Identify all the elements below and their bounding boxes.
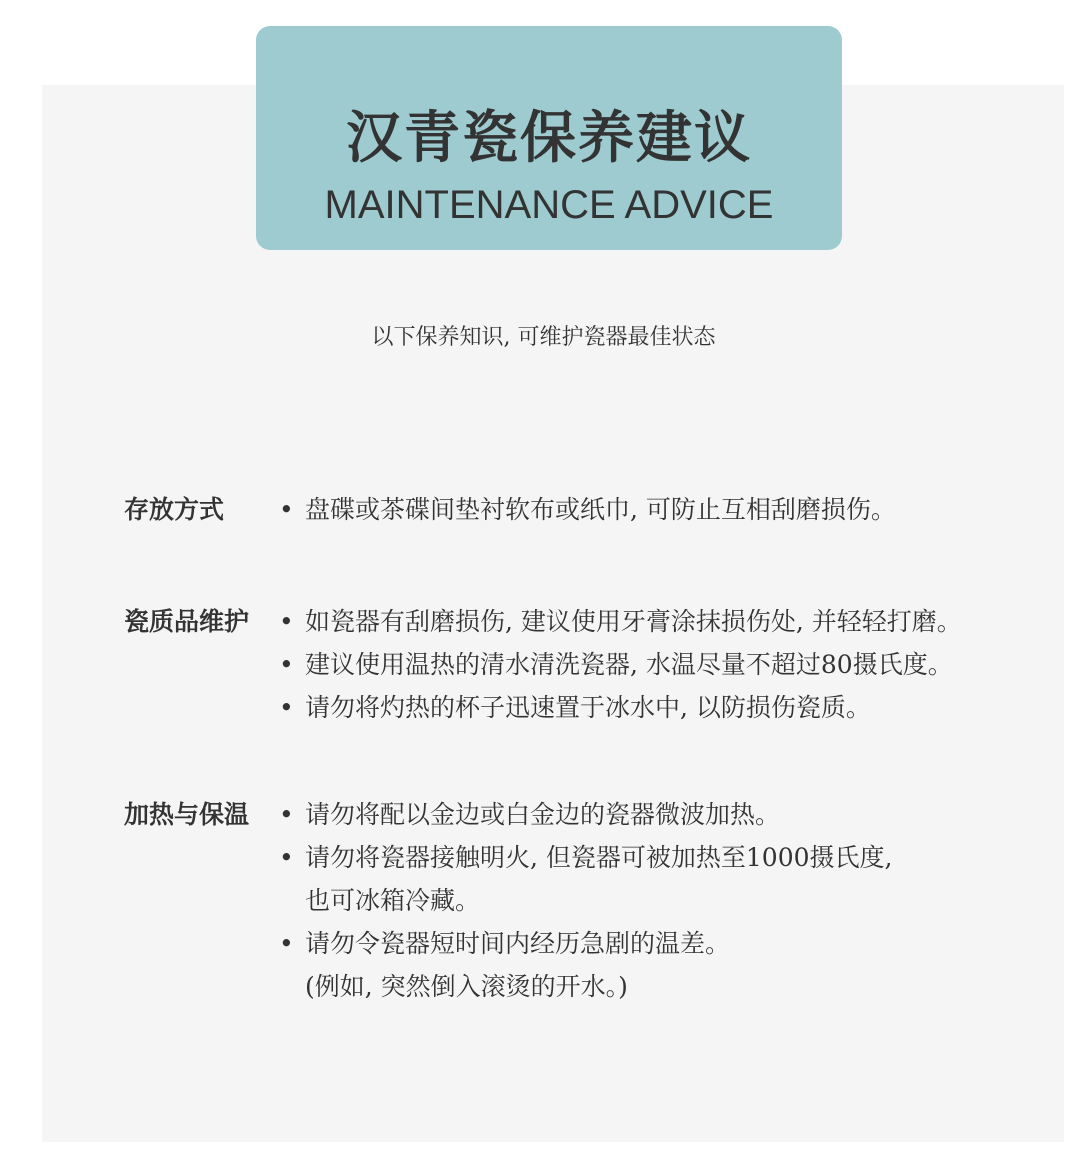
item-text: 请勿将灼热的杯子迅速置于冰水中, 以防损伤瓷质。 — [305, 693, 871, 722]
list-item — [279, 793, 1039, 836]
header-banner — [256, 26, 842, 250]
intro-text: 以下保养知识, 可维护瓷器最佳状态 — [371, 325, 716, 350]
list-item — [279, 686, 1039, 729]
item-text: 请勿将瓷器接触明火, 但瓷器可被加热至1000摄氏度, — [305, 843, 893, 872]
bullet-icon: • — [279, 843, 294, 872]
bullet-icon: • — [279, 929, 294, 958]
section-label: 加热与保温 — [124, 800, 250, 829]
item-text-continued: 也可冰箱冷藏。 — [305, 886, 481, 915]
item-text: 请勿将配以金边或白金边的瓷器微波加热。 — [305, 800, 781, 829]
bullet-icon: • — [279, 650, 294, 679]
bullet-icon: • — [279, 693, 294, 722]
bullet-icon: • — [279, 800, 294, 829]
item-text: 建议使用温热的清水清洗瓷器, 水温尽量不超过80摄氏度。 — [305, 650, 953, 679]
list-item — [279, 488, 1039, 531]
item-text: 请勿令瓷器短时间内经历急剧的温差。 — [305, 929, 731, 958]
item-text-continued: (例如, 突然倒入滚烫的开水。) — [305, 972, 628, 1001]
page-subtitle: MAINTENANCE ADVICE — [324, 183, 774, 227]
section-items — [279, 600, 1039, 729]
section-items — [279, 793, 1039, 1008]
item-text: 盘碟或茶碟间垫衬软布或纸巾, 可防止互相刮磨损伤。 — [305, 495, 896, 524]
section-items — [279, 488, 1039, 531]
list-item — [279, 836, 1039, 922]
page-title: 汉青瓷保养建议 — [346, 106, 752, 171]
list-item — [279, 643, 1039, 686]
section-label: 存放方式 — [124, 495, 225, 524]
bullet-icon: • — [279, 495, 294, 524]
list-item — [279, 600, 1039, 643]
section-label: 瓷质品维护 — [124, 607, 250, 636]
item-text: 如瓷器有刮磨损伤, 建议使用牙膏涂抹损伤处, 并轻轻打磨。 — [305, 607, 962, 636]
list-item — [279, 922, 1039, 1008]
bullet-icon: • — [279, 607, 294, 636]
